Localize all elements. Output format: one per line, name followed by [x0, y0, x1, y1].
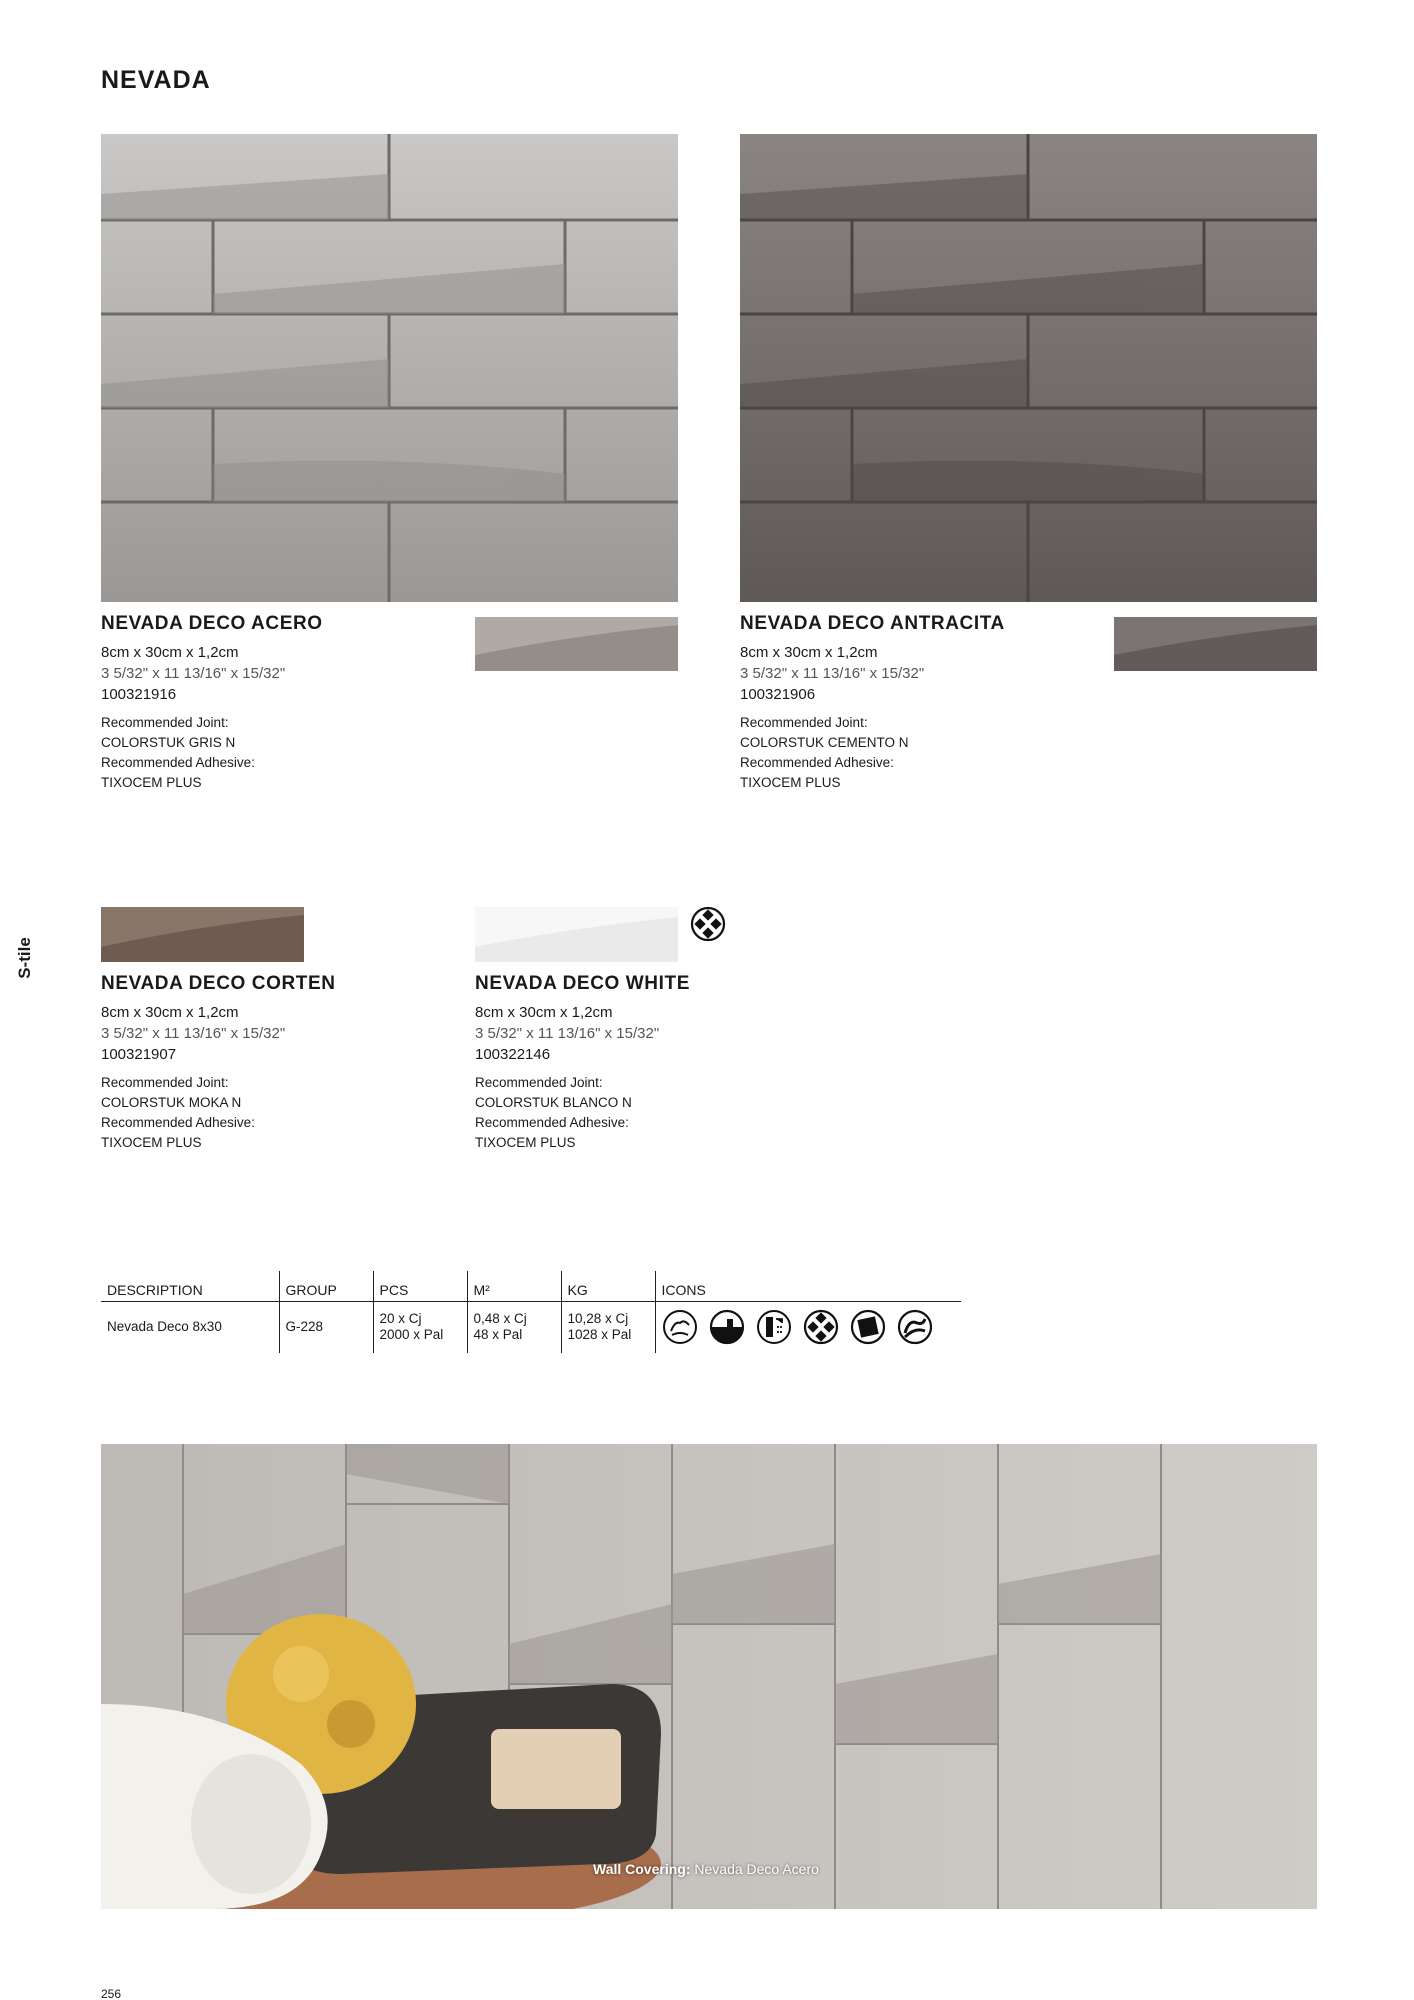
cell-pcs	[373, 1301, 467, 1353]
joint-label: Recommended Joint:	[101, 715, 229, 730]
joint-label: Recommended Joint:	[101, 1075, 229, 1090]
pcs-box: 20 x Cj	[379, 1311, 422, 1327]
page-title: NEVADA	[101, 66, 211, 94]
acero-wall-photo	[101, 134, 678, 602]
antracita-swatch	[1114, 617, 1317, 671]
caption-label: Wall Covering:	[593, 1861, 691, 1877]
header-m2: M²	[467, 1271, 561, 1301]
product-size-imperial: 3 5/32" x 11 13/16" x 15/32"	[740, 665, 925, 682]
product-name: NEVADA DECO WHITE	[475, 973, 690, 994]
bathroom-scene-photo	[101, 1444, 1317, 1909]
joint-value: COLORSTUK MOKA N	[101, 1095, 242, 1110]
joint-value: COLORSTUK CEMENTO N	[740, 735, 909, 750]
product-code: 100322146	[475, 1046, 551, 1063]
adhesive-value: TIXOCEM PLUS	[475, 1135, 576, 1150]
cell-group: G-228	[279, 1301, 373, 1353]
m2-box: 0,48 x Cj	[473, 1311, 527, 1327]
adhesive-value: TIXOCEM PLUS	[101, 1135, 202, 1150]
adhesive-label: Recommended Adhesive:	[101, 1115, 255, 1130]
kg-pallet: 1028 x Pal	[567, 1327, 632, 1343]
table-row	[101, 1301, 961, 1353]
pcs-pallet: 2000 x Pal	[379, 1327, 444, 1343]
spec-table	[101, 1271, 961, 1353]
photo-caption	[593, 1861, 819, 1877]
white-swatch	[475, 907, 678, 962]
cell-m2	[467, 1301, 561, 1353]
shower-icon	[756, 1309, 792, 1345]
product-size-metric: 8cm x 30cm x 1,2cm	[101, 644, 239, 661]
wave-circle-icon	[897, 1309, 933, 1345]
product-code: 100321916	[101, 686, 177, 703]
hand-wave-icon	[662, 1309, 698, 1345]
section-tab-label: S-tile	[14, 937, 34, 979]
header-description: DESCRIPTION	[101, 1271, 279, 1301]
product-name: NEVADA DECO CORTEN	[101, 973, 336, 994]
adhesive-label: Recommended Adhesive:	[475, 1115, 629, 1130]
product-code: 100321907	[101, 1046, 177, 1063]
product-size-metric: 8cm x 30cm x 1,2cm	[740, 644, 878, 661]
joint-label: Recommended Joint:	[740, 715, 868, 730]
section-tab	[14, 930, 54, 990]
adhesive-label: Recommended Adhesive:	[740, 755, 894, 770]
cell-icons	[655, 1301, 961, 1353]
product-name: NEVADA DECO ANTRACITA	[740, 613, 1005, 634]
adhesive-label: Recommended Adhesive:	[101, 755, 255, 770]
product-size-metric: 8cm x 30cm x 1,2cm	[101, 1004, 239, 1021]
header-pcs: PCS	[373, 1271, 467, 1301]
product-white	[475, 973, 835, 1153]
kg-box: 10,28 x Cj	[567, 1311, 629, 1327]
acero-swatch	[475, 617, 678, 671]
caption-value: Nevada Deco Acero	[694, 1861, 819, 1877]
square-in-circle-icon	[850, 1309, 886, 1345]
product-size-imperial: 3 5/32" x 11 13/16" x 15/32"	[475, 1025, 660, 1042]
m2-pallet: 48 x Pal	[473, 1327, 523, 1343]
product-antracita	[740, 613, 1100, 793]
checkered-circle-icon	[803, 1309, 839, 1345]
product-size-metric: 8cm x 30cm x 1,2cm	[475, 1004, 613, 1021]
product-code: 100321906	[740, 686, 816, 703]
product-size-imperial: 3 5/32" x 11 13/16" x 15/32"	[101, 1025, 286, 1042]
joint-value: COLORSTUK BLANCO N	[475, 1095, 632, 1110]
product-size-imperial: 3 5/32" x 11 13/16" x 15/32"	[101, 665, 286, 682]
corten-swatch	[101, 907, 304, 962]
header-icons: ICONS	[655, 1271, 961, 1301]
cell-kg	[561, 1301, 655, 1353]
antracita-wall-photo	[740, 134, 1317, 602]
checkered-circle-icon	[690, 906, 726, 942]
product-corten	[101, 973, 461, 1153]
joint-label: Recommended Joint:	[475, 1075, 603, 1090]
adhesive-value: TIXOCEM PLUS	[740, 775, 841, 790]
product-name: NEVADA DECO ACERO	[101, 613, 323, 634]
header-group: GROUP	[279, 1271, 373, 1301]
cell-description: Nevada Deco 8x30	[107, 1319, 222, 1335]
header-kg: KG	[561, 1271, 655, 1301]
joint-value: COLORSTUK GRIS N	[101, 735, 236, 750]
half-circle-icon	[709, 1309, 745, 1345]
page-number: 256	[101, 1987, 122, 2000]
product-acero	[101, 613, 461, 793]
adhesive-value: TIXOCEM PLUS	[101, 775, 202, 790]
